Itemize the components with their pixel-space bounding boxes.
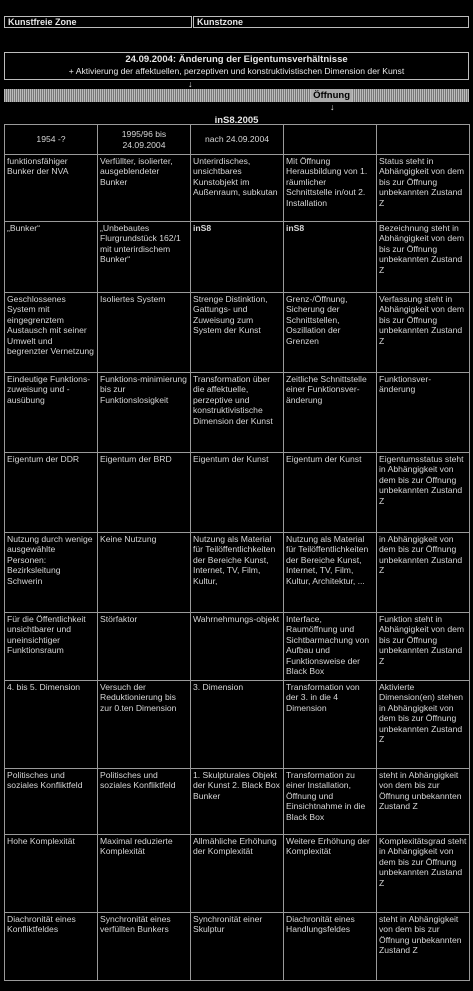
column-header: [377, 125, 470, 155]
title-line-2: + Aktivierung der affektuellen, perzeptiven und konstruktivistischen Dimension der Kunst: [68, 66, 405, 76]
column-header: 1995/96 bis 24.09.2004: [98, 125, 191, 155]
table-cell: Funktions-minimierung bis zur Funktionslosigkeit: [98, 373, 191, 453]
comparison-table: [4, 124, 470, 981]
table-cell: Funktionsver-änderung: [377, 373, 470, 453]
table-cell: Funktion steht in Abhängigkeit von dem bis zur Öffnung unbekannten Zustand Z: [377, 613, 470, 681]
table-row: [5, 835, 470, 913]
table-cell: Transformation über die affektuelle, perzeptive und konstruktivistische Dimension der Kunst: [191, 373, 284, 453]
table-cell: Aktivierte Dimension(en) stehen in Abhängigkeit von dem bis zur Öffnung unbekannten Zustand Z: [377, 681, 470, 769]
title-box: [4, 52, 469, 80]
table-cell: Mit Öffnung Herausbildung von 1. räumlicher Schnittstelle in/out 2. Installation: [284, 155, 377, 222]
header-kunstzone: Kunstzone: [193, 16, 469, 28]
table-cell: Bezeichnung steht in Abhängigkeit von dem bis zur Öffnung unbekannten Zustand Z: [377, 222, 470, 293]
table-cell: Isoliertes System: [98, 293, 191, 373]
table-cell: Weitere Erhöhung der Komplexität: [284, 835, 377, 913]
table-cell: Eigentumsstatus steht in Abhängigkeit von dem bis zur Öffnung unbekannten Zustand Z: [377, 453, 470, 533]
table-cell: Versuch der Reduktionierung bis zur 0.ten Dimension: [98, 681, 191, 769]
column-header: [284, 125, 377, 155]
table-cell: Geschlossenes System mit eingegrenztem Austausch mit seiner Umwelt und begrenzter Vernetzung: [5, 293, 98, 373]
table-cell: funktionsfähiger Bunker der NVA: [5, 155, 98, 222]
table-row: [5, 453, 470, 533]
table-row: [5, 222, 470, 293]
table-cell: Unterirdisches, unsichtbares Kunstobjekt im Außenraum, subkutan: [191, 155, 284, 222]
table-cell: Wahrnehmungs-objekt: [191, 613, 284, 681]
table-cell: Allmähliche Erhöhung der Komplexität: [191, 835, 284, 913]
table-cell: Politisches und soziales Konfliktfeld: [5, 769, 98, 835]
ins8-label: inS8.2005: [214, 115, 259, 126]
header-kunstfreie-zone: Kunstfreie Zone: [4, 16, 192, 28]
table-cell: 1. Skulpturales Objekt der Kunst 2. Black Box Bunker: [191, 769, 284, 835]
table-cell: Strenge Distinktion, Gattungs- und Zuweisung zum System der Kunst: [191, 293, 284, 373]
table-cell: inS8: [284, 222, 377, 293]
table-cell: Komplexitätsgrad steht in Abhängigkeit von dem bis zur Öffnung unbekannten Zustand Z: [377, 835, 470, 913]
table-row: [5, 913, 470, 981]
table-cell: Eigentum der Kunst: [284, 453, 377, 533]
title-line-1: 24.09.2004: Änderung der Eigentumsverhältnisse: [125, 54, 348, 65]
table-cell: Diachronität eines Konfliktfeldes: [5, 913, 98, 981]
table-cell: Politisches und soziales Konfliktfeld: [98, 769, 191, 835]
table-header-row: [5, 125, 470, 155]
table-cell: 4. bis 5. Dimension: [5, 681, 98, 769]
table-row: [5, 373, 470, 453]
table-cell: Grenz-/Öffnung, Sicherung der Schnittstellen, Oszillation der Grenzen: [284, 293, 377, 373]
table-row: [5, 769, 470, 835]
table-cell: Eindeutige Funktions-zuweisung und -ausübung: [5, 373, 98, 453]
table-cell: Synchronität einer Skulptur: [191, 913, 284, 981]
table-cell: Nutzung als Material für Teilöffentlichkeiten der Bereiche Kunst, Internet, TV, Film, Kultur, Architektur, ...: [284, 533, 377, 613]
down-arrow-icon: ↓: [188, 79, 193, 89]
column-header: nach 24.09.2004: [191, 125, 284, 155]
table-cell: Verfüllter, isolierter, ausgeblendeter Bunker: [98, 155, 191, 222]
table-cell: „Unbebautes Flurgrundstück 162/1 mit unterirdischem Bunker“: [98, 222, 191, 293]
opening-bar: [4, 89, 469, 102]
table-cell: inS8: [191, 222, 284, 293]
table-cell: Eigentum der BRD: [98, 453, 191, 533]
table-cell: Status steht in Abhängigkeit von dem bis zur Öffnung unbekannten Zustand Z: [377, 155, 470, 222]
table-cell: Maximal reduzierte Komplexität: [98, 835, 191, 913]
table-cell: Transformation von der 3. in die 4 Dimension: [284, 681, 377, 769]
table-row: [5, 613, 470, 681]
column-header: 1954 -?: [5, 125, 98, 155]
table-cell: steht in Abhängigkeit von dem bis zur Öffnung unbekannten Zustand Z: [377, 769, 470, 835]
table-cell: Verfassung steht in Abhängigkeit von dem bis zur Öffnung unbekannten Zustand Z: [377, 293, 470, 373]
table-row: [5, 681, 470, 769]
table-cell: Diachronität eines Handlungsfeldes: [284, 913, 377, 981]
table-row: [5, 155, 470, 222]
opening-label: Öffnung: [313, 90, 350, 101]
table-cell: Transformation zu einer Installation, Öffnung und Einsichtnahme in die Black Box: [284, 769, 377, 835]
table-cell: „Bunker“: [5, 222, 98, 293]
table-cell: Keine Nutzung: [98, 533, 191, 613]
table-row: [5, 293, 470, 373]
table-cell: Für die Öffentlichkeit unsichtbarer und uneinsichtiger Funktionsraum: [5, 613, 98, 681]
table-cell: Eigentum der Kunst: [191, 453, 284, 533]
table-row: [5, 533, 470, 613]
table-cell: Hohe Komplexität: [5, 835, 98, 913]
table-cell: steht in Abhängigkeit von dem bis zur Öffnung unbekannten Zustand Z: [377, 913, 470, 981]
table-cell: Nutzung als Material für Teilöffentlichkeiten der Bereiche Kunst, Internet, TV, Film, Kultur,: [191, 533, 284, 613]
table-cell: Nutzung durch wenige ausgewählte Personen: Bezirksleitung Schwerin: [5, 533, 98, 613]
down-arrow-icon-2: ↓: [330, 102, 335, 112]
table-cell: Störfaktor: [98, 613, 191, 681]
table-cell: Eigentum der DDR: [5, 453, 98, 533]
table-cell: in Abhängigkeit von dem bis zur Öffnung unbekannten Zustand Z: [377, 533, 470, 613]
table-cell: Interface, Raumöffnung und Sichtbarmachung von Aufbau und Funktionsweise der Black Box: [284, 613, 377, 681]
table-cell: 3. Dimension: [191, 681, 284, 769]
table-cell: Zeitliche Schnittstelle einer Funktionsver-änderung: [284, 373, 377, 453]
table-cell: Synchronität eines verfüllten Bunkers: [98, 913, 191, 981]
